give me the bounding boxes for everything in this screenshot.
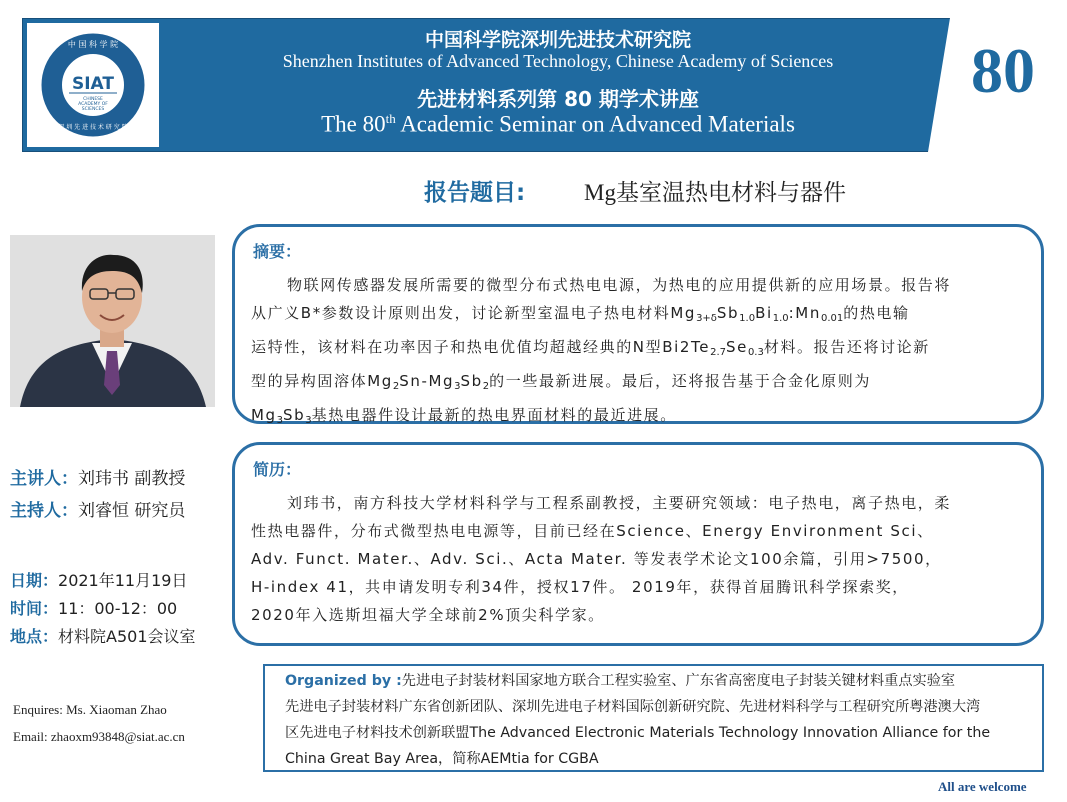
logo-sub2: ACADEMY OF bbox=[78, 102, 108, 107]
enquires-line: Enquires: Ms. Xiaoman Zhao bbox=[13, 702, 167, 717]
time-line: 时间：11：00-12：00 bbox=[10, 599, 178, 618]
logo-text: SIAT bbox=[71, 74, 115, 94]
speaker-photo bbox=[10, 235, 215, 407]
logo-ring-top: 中 国 科 学 院 bbox=[67, 40, 119, 49]
series-cn: 先进材料系列第 80 期学术讲座 bbox=[417, 87, 699, 111]
seminar-number: 80 bbox=[971, 35, 1035, 106]
organizers-text: Organized by :先进电子封装材料国家地方联合工程实验室、广东省高密度电子封装关键材料重点实验室 先进电子封装材料广东省创新团队、深圳先进电子材料国际创新研究院、先进材料科学与工程研究所粤港澳大湾 区先进电子材料技术创新联盟The Advanced Electronic Materials Technology Innovation Alliance for the China Great Bay Area，简称AEMtia for CGBA bbox=[285, 673, 991, 767]
topic-title: Mg基室温热电材料与器件 bbox=[584, 180, 846, 205]
email-line: Email: zhaoxm93848@siat.ac.cn bbox=[13, 729, 185, 744]
bio-text: 刘玮书，南方科技大学材料科学与工程系副教授，主要研究领域：电子热电，离子热电，柔 性热电器件，分布式微型热电电源等，目前已经在Science、Energy Environment Sci、 Adv. Funct. Mater.、Adv. Sci.、Acta Mater. 等发表学术论文100余篇，引用>7500， H-index 41，共申请发明专利34件，授权17件。 2019年，获得首届腾讯科学探索奖， 2020年入选斯坦福大学全球前2%顶尖科学家。 bbox=[251, 494, 952, 624]
topic-label: 报告题目: bbox=[424, 180, 526, 206]
header-banner bbox=[22, 18, 1050, 152]
institute-en: Shenzhen Institutes of Advanced Technology, Chinese Academy of Sciences bbox=[282, 51, 834, 71]
logo-sub1: CHINESE bbox=[83, 97, 103, 102]
logo-sub3: SCIENCES bbox=[81, 107, 105, 112]
host-line: 主持人：刘睿恒 研究员 bbox=[10, 501, 186, 521]
speaker-line: 主讲人：刘玮书 副教授 bbox=[10, 469, 186, 489]
seminar-number-panel bbox=[928, 18, 1052, 152]
series-en: The 80th Academic Seminar on Advanced Materials bbox=[321, 111, 795, 137]
place-line: 地点：材料院A501会议室 bbox=[10, 627, 196, 646]
abstract-heading: 摘要： bbox=[253, 242, 302, 261]
abstract-box bbox=[232, 224, 1044, 424]
welcome-text: All are welcome bbox=[938, 779, 1027, 794]
logo-box bbox=[27, 23, 159, 147]
institute-cn: 中国科学院深圳先进技术研究院 bbox=[424, 29, 691, 51]
organizers-box bbox=[263, 664, 1044, 772]
siat-logo bbox=[27, 23, 159, 147]
logo-ring-bottom: 深 圳 先 进 技 术 研 究 院 bbox=[58, 124, 128, 131]
date-line: 日期：2021年11月19日 bbox=[10, 571, 188, 590]
bio-heading: 简历： bbox=[253, 460, 302, 479]
abstract-text: 物联网传感器发展所需要的微型分布式热电电源，为热电的应用提供新的应用场景。报告将 从广义B*参数设计原则出发，讨论新型室温电子热电材料$Mg_{3+\delta}Sb_{1.0}Bi_{1.0}:Mn_{0.01}$的热电输 运特性，该材料在功率因子和热电优值均超越经典的N型$Bi2Te_{2.7}Se_{0.3}$材料。报告还将讨论新 型的异构固溶体$Mg_2Sn-Mg_3Sb_2$的一些最新进展。最后，还将报告基于合金化原则为 $Mg_3Sb_3$基热电器件设计最新的热电界面材料的最近进展。 bbox=[251, 276, 952, 426]
bio-box bbox=[232, 442, 1044, 646]
